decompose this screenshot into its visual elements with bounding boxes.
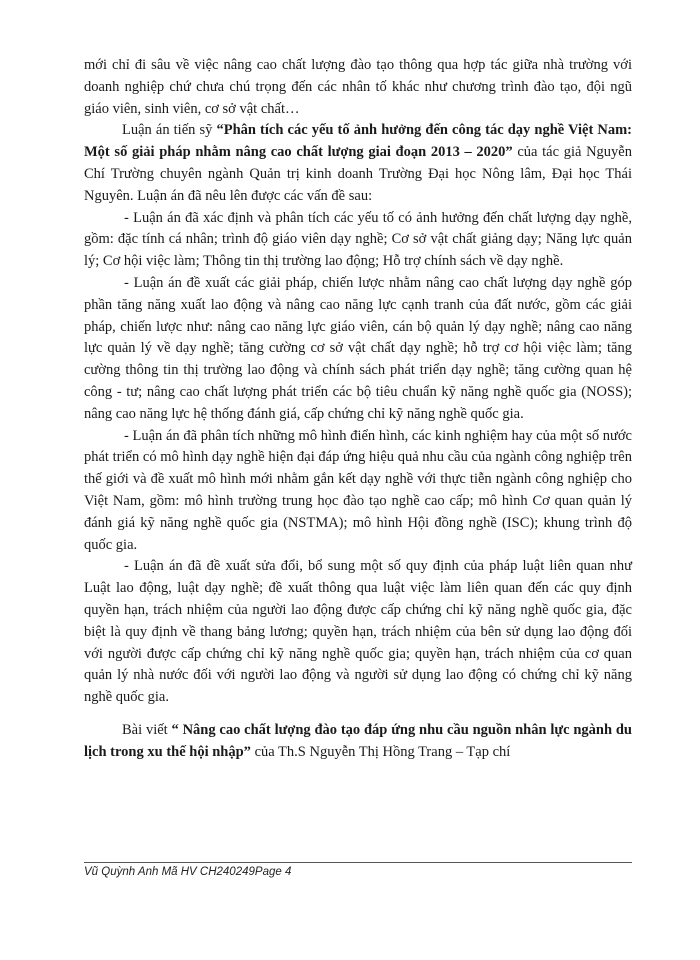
article-source: của Th.S Nguyễn Thị Hồng Trang – Tạp chí (250, 743, 511, 760)
bullet-solutions: - Luận án đề xuất các giải pháp, chiến lược nhằm nâng cao chất lượng dạy nghề góp phần tăng năng xuất lao động và nâng cao năng lực cạnh tranh của đất nước, gồm các giải pháp, chiến lược như: nâng cao năng lực giáo viên, cán bộ quản lý dạy nghề; nâng cao năng lực quản lý về dạy nghề; tăng cường cơ sở vật chất dạy nghề; hỗ trợ cơ hội việc làm; tăng cường thông tin thị trường lao động và chính sách phát triển dạy nghề; tăng cường quan hệ công - tư; nâng cao chất lượng phát triển các bộ tiêu chuẩn kỹ năng nghề quốc gia (NOSS); nâng cao năng lực hệ thống đánh giá, cấp chứng chỉ kỹ năng nghề quốc gia. (84, 274, 632, 422)
bullet-models: - Luận án đã phân tích những mô hình điển hình, các kinh nghiệm hay của một số nước phát triển có mô hình dạy nghề hiện đại đáp ứng hiệu quả nhu cầu của ngành công nghiệp trên thế giới và đề xuất mô hình mới nhằm gắn kết dạy nghề với thực tiễn ngành công nghiệp cho Việt Nam, gồm: mô hình trường trung học đào tạo nghề cao cấp; mô hình Cơ quan quản lý đánh giá kỹ năng nghề quốc gia (NSTMA); mô hình Hội đồng nghề (ISC); khung trình độ quốc gia. (84, 427, 632, 553)
document-body (84, 55, 632, 764)
paragraph-intro: mới chỉ đi sâu về việc nâng cao chất lượng đào tạo thông qua hợp tác giữa nhà trường với doanh nghiệp chứ chưa chú trọng đến các nhân tố khác như chương trình đào tạo, đội ngũ giáo viên, sinh viên, cơ sở vật chất… (84, 57, 632, 117)
bullet-factors: - Luận án đã xác định và phân tích các yếu tố có ảnh hưởng đến chất lượng dạy nghề, gồm: đặc tính cá nhân; trình độ giáo viên dạy nghề; Cơ sở vật chất giảng dạy; Năng lực quản lý; Cơ hội việc làm; Thông tin thị trường lao động; Hỗ trợ chính sách về dạy nghề. (84, 209, 632, 270)
footer-divider (84, 862, 632, 863)
thesis-title: “Phân tích các yếu tố ảnh hưởng đến công tác dạy nghề Việt Nam: Một số giải pháp nhằm nâng cao chất lượng giai đoạn 2013 – 2020” (84, 122, 632, 161)
thesis-description: của tác giả Nguyễn Chí Trường chuyên ngành Quản trị kinh doanh Trường Đại học Nông lâm, Đại học Thái Nguyên. Luận án đã nêu lên được các vấn đề sau: (84, 144, 632, 204)
bullet-legal: - Luận án đã đề xuất sửa đổi, bổ sung một số quy định của pháp luật liên quan như Luật lao động, luật dạy nghề; đề xuất thông qua luật việc làm liên quan đến các quy định quyền hạn, trách nhiệm của người lao động được cấp chứng chỉ kỹ năng nghề quốc gia, đặc biệt là quy định về thang bảng lương; quyền hạn, trách nhiệm của bên sử dụng lao động đối với người được cấp chứng chỉ kỹ năng nghề quốc gia; quyền hạn, trách nhiệm của cơ quan quản lý nhà nước đối với người lao động và người sử dụng lao động có chứng chỉ kỹ năng nghề quốc gia. (84, 558, 632, 706)
article-title: “ Nâng cao chất lượng đào tạo đáp ứng nhu cầu nguồn nhân lực ngành du lịch trong xu thế hội nhập” (84, 721, 632, 760)
thesis-lead: Luận án tiến sỹ (122, 122, 217, 139)
article-lead: Bài viết (122, 721, 172, 738)
paragraph-thesis-intro (84, 120, 632, 207)
paragraph-article (84, 720, 632, 764)
page-footer: Vũ Quỳnh Anh Mã HV CH240249Page 4 (84, 866, 292, 878)
